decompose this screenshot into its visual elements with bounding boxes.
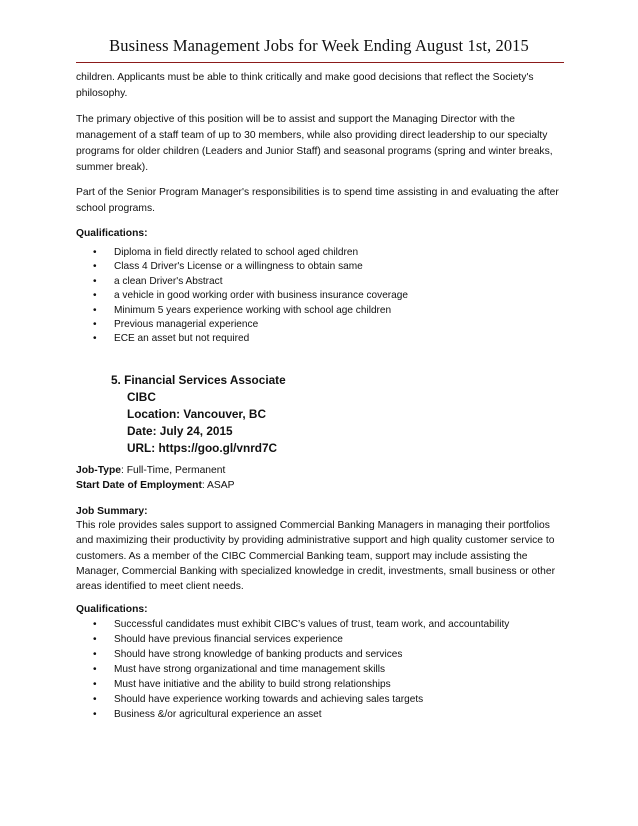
start-date-value: : ASAP	[201, 480, 235, 491]
bullet-icon: •	[93, 275, 97, 287]
bullet-icon: •	[93, 319, 97, 331]
list-item: • Must have initiative and the ability to build strong relationships	[93, 679, 391, 690]
qualifications-heading-2: Qualifications:	[76, 604, 148, 615]
bullet-icon: •	[93, 649, 97, 660]
intro-paragraph-2: The primary objective of this position will be to assist and support the Managing Director with the management of a staff team of up to 30 members, while also providing direct leadership to our specialty programs for older children (Leaders and Junior Staff) and seasonal programs (spring and winter breaks, summer break).	[76, 114, 553, 173]
qualifications-list-2	[76, 617, 568, 722]
list-item: • a vehicle in good working order with business insurance coverage	[76, 289, 568, 303]
bullet-icon: •	[93, 247, 97, 258]
list-item: • a clean Driver's Abstract	[76, 275, 568, 289]
list-item: • Should have strong knowledge of banking products and services	[93, 649, 403, 660]
bullet-icon: •	[93, 664, 97, 675]
bullet-icon: •	[93, 333, 97, 345]
bullet-icon: •	[93, 619, 97, 630]
job-company: CIBC	[127, 390, 156, 404]
list-item: • Diploma in field directly related to school aged children	[76, 246, 568, 260]
job-heading-block	[111, 372, 286, 457]
list-item: • Successful candidates must exhibit CIBC’s values of trust, team work, and accountability	[93, 619, 510, 630]
bullet-icon: •	[93, 304, 97, 316]
bullet-icon: •	[93, 290, 97, 302]
job-summary-heading: Job Summary:	[76, 506, 148, 517]
list-item: • ECE an asset but not required	[76, 332, 568, 346]
job-title: 5. Financial Services Associate	[111, 373, 286, 387]
bullet-icon: •	[93, 679, 97, 690]
bullet-icon: •	[93, 261, 97, 273]
job-type-label: Job-Type	[76, 465, 122, 476]
job-summary-text: This role provides sales support to assigned Commercial Banking Managers in managing their portfolios and maximizing their productivity by providing administrative support and high quality customer service to customers. As a member of the CIBC Commercial Banking team, support may include assisting the Manager, Commercial Banking with specialized knowledge in credit, investments, small business or other areas identified to meet client needs.	[76, 520, 556, 593]
list-item: • Should have experience working towards and achieving sales targets	[93, 694, 424, 705]
header-rule	[76, 62, 564, 63]
job-url[interactable]: URL: https://goo.gl/vnrd7C	[127, 441, 278, 455]
list-item: • Must have strong organizational and time management skills	[93, 664, 385, 675]
list-item: • Business &/or agricultural experience an asset	[93, 709, 322, 720]
job-date: Date: July 24, 2015	[127, 424, 233, 438]
intro-paragraph-3: Part of the Senior Program Manager's responsibilities is to spend time assisting in and evaluating the after school programs.	[76, 187, 559, 214]
list-item: • Previous managerial experience	[76, 318, 568, 332]
qualifications-list-1	[76, 246, 568, 347]
list-item: • Class 4 Driver's License or a willingness to obtain same	[76, 260, 568, 274]
list-item: • Minimum 5 years experience working with school age children	[76, 304, 568, 318]
job-type-line	[76, 463, 568, 478]
start-date-line	[76, 478, 568, 493]
bullet-icon: •	[93, 709, 97, 720]
job-location: Location: Vancouver, BC	[127, 407, 266, 421]
start-date-label: Start Date of Employment	[76, 480, 202, 491]
qualifications-heading-1: Qualifications:	[76, 228, 148, 239]
page-header-title: Business Management Jobs for Week Ending August 1st, 2015	[109, 36, 529, 55]
bullet-icon: •	[93, 694, 97, 705]
job-type-value: : Full-Time, Permanent	[121, 465, 226, 476]
list-item: • Should have previous financial services experience	[93, 634, 343, 645]
bullet-icon: •	[93, 634, 97, 645]
intro-paragraph-1: children. Applicants must be able to think critically and make good decisions that reflect the Society's philosophy.	[76, 72, 534, 99]
